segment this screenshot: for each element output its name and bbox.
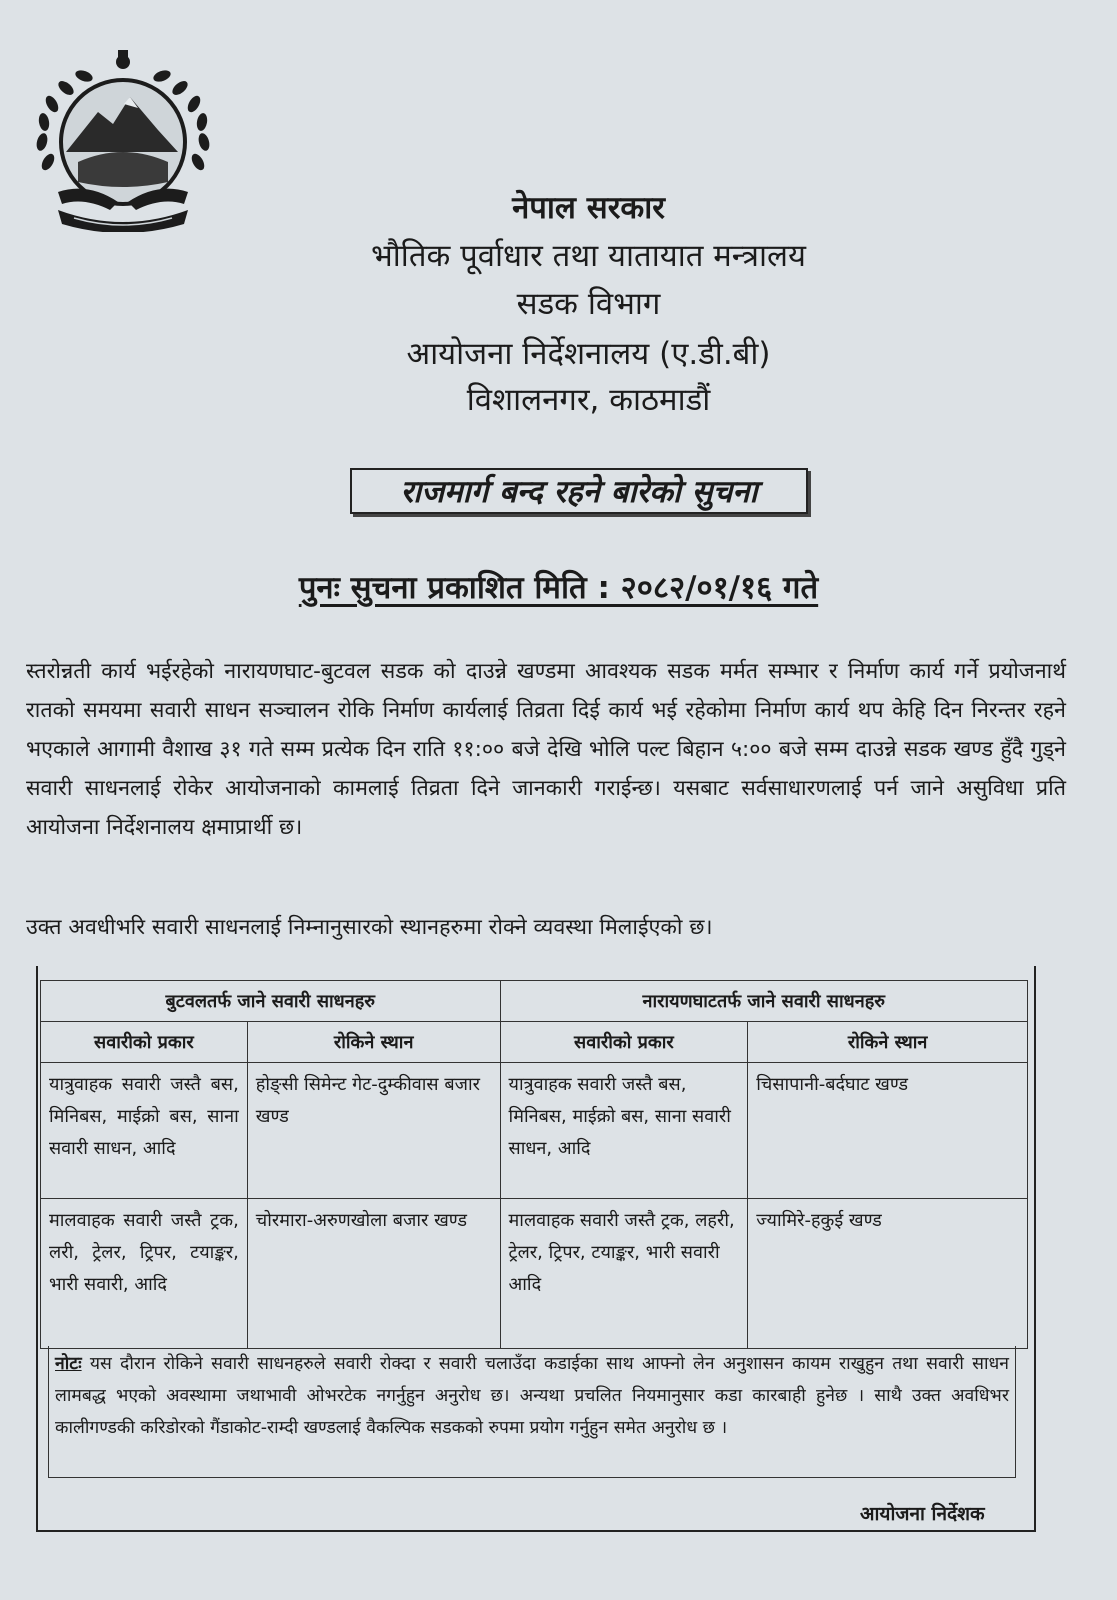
vehicle-stop-table [40, 980, 1028, 1349]
cell-left-place: चोरमारा-अरुणखोला बजार खण्ड [247, 1199, 500, 1349]
table-row [41, 1063, 1028, 1199]
header-location: विशालनगर, काठमाडौं [466, 382, 711, 418]
cell-left-type: मालवाहक सवारी जस्तै ट्रक, लरी, ट्रेलर, ट्रिपर, टयाङ्कर, भारी सवारी, आदि [41, 1199, 248, 1349]
column-header-type-right: सवारीको प्रकार [500, 1022, 748, 1063]
group-header-narayanghat: नारायणघाटतर्फ जाने सवारी साधनहरु [500, 981, 1027, 1022]
note-label: नोटः [55, 1354, 82, 1374]
table-note [48, 1346, 1016, 1478]
table-row [41, 1199, 1028, 1349]
header-directorate: आयोजना निर्देशनालय (ए.डी.बी) [406, 336, 771, 372]
note-text: यस दौरान रोकिने सवारी साधनहरुले सवारी रोक्दा र सवारी चलाउँदा कडाईका साथ आफ्नो लेन अनुशासन कायम राखुहुन तथा सवारी साधन लामबद्ध भएको अवस्थामा जथाभावी ओभरटेक नगर्नुहुन अनुरोध छ। अन्यथा प्रचलित नियमानुसार कडा कारबाही हुनेछ । साथै उक्त अवधिभर कालीगण्डकी करिडोरको गैंडाकोट-राम्दी खण्डलाई वैकल्पिक सडकको रुपमा प्रयोग गर्नुहुन समेत अनुरोध छ । [55, 1354, 1009, 1438]
cell-left-place: होङ्सी सिमेन्ट गेट-दुम्कीवास बजार खण्ड [247, 1063, 500, 1199]
signatory-title: आयोजना निर्देशक [860, 1503, 985, 1525]
cell-right-type: मालवाहक सवारी जस्तै ट्रक, लहरी, ट्रेलर, ट्रिपर, टयाङ्कर, भारी सवारी आदि [500, 1199, 748, 1349]
header-ministry: भौतिक पूर्वाधार तथा यातायात मन्त्रालय [370, 238, 807, 274]
cell-right-place: चिसापानी-बर्दघाट खण्ड [748, 1063, 1028, 1199]
cell-left-type: यात्रुवाहक सवारी जस्तै बस, मिनिबस, माईक्रो बस, साना सवारी साधन, आदि [41, 1063, 248, 1199]
table-column-header-row [41, 1022, 1028, 1063]
header-government: नेपाल सरकार [512, 190, 665, 226]
column-header-place-left: रोकिने स्थान [247, 1022, 500, 1063]
table-group-header-row [41, 981, 1028, 1022]
header-department: सडक विभाग [516, 286, 661, 322]
group-header-butwal: बुटवलतर्फ जाने सवारी साधनहरु [41, 981, 501, 1022]
column-header-type-left: सवारीको प्रकार [41, 1022, 248, 1063]
cell-right-type: यात्रुवाहक सवारी जस्तै बस, मिनिबस, माईक्रो बस, साना सवारी साधन, आदि [500, 1063, 748, 1199]
cell-right-place: ज्यामिरे-हकुई खण्ड [748, 1199, 1028, 1349]
notice-body: स्तरोन्नती कार्य भईरहेको नारायणघाट-बुटवल सडक को दाउन्ने खण्डमा आवश्यक सडक मर्मत सम्भार र निर्माण कार्य गर्ने प्रयोजनार्थ रातको समयमा सवारी साधन सञ्चालन रोकि निर्माण कार्यलाई तिव्रता दिई कार्य भई रहेकोमा निर्माण कार्य थप केहि दिन निरन्तर रहने भएकाले आगामी वैशाख ३१ गते सम्म प्रत्येक दिन राति ११:०० बजे देखि भोलि पल्ट बिहान ५:०० बजे सम्म दाउन्ने सडक खण्ड हुँदै गुड्ने सवारी साधनलाई रोकेर आयोजनाको कामलाई तिव्रता दिने जानकारी गराईन्छ। यसबाट सर्वसाधारणलाई पर्न जाने असुविधा प्रति आयोजना निर्देशनालय क्षमाप्रार्थी छ। [26, 659, 1066, 840]
republication-date [0, 566, 1117, 608]
notice-intro: उक्त अवधीभरि सवारी साधनलाई निम्नानुसारको स्थानहरुमा रोक्ने व्यवस्था मिलाईएको छ। [26, 915, 713, 940]
column-header-place-right: रोकिने स्थान [748, 1022, 1028, 1063]
republication-date-text: पुनः सुचना प्रकाशित मिति : २०८२/०१/१६ गते [298, 570, 819, 606]
notice-title: राजमार्ग बन्द रहने बारेको सुचना [350, 468, 808, 514]
